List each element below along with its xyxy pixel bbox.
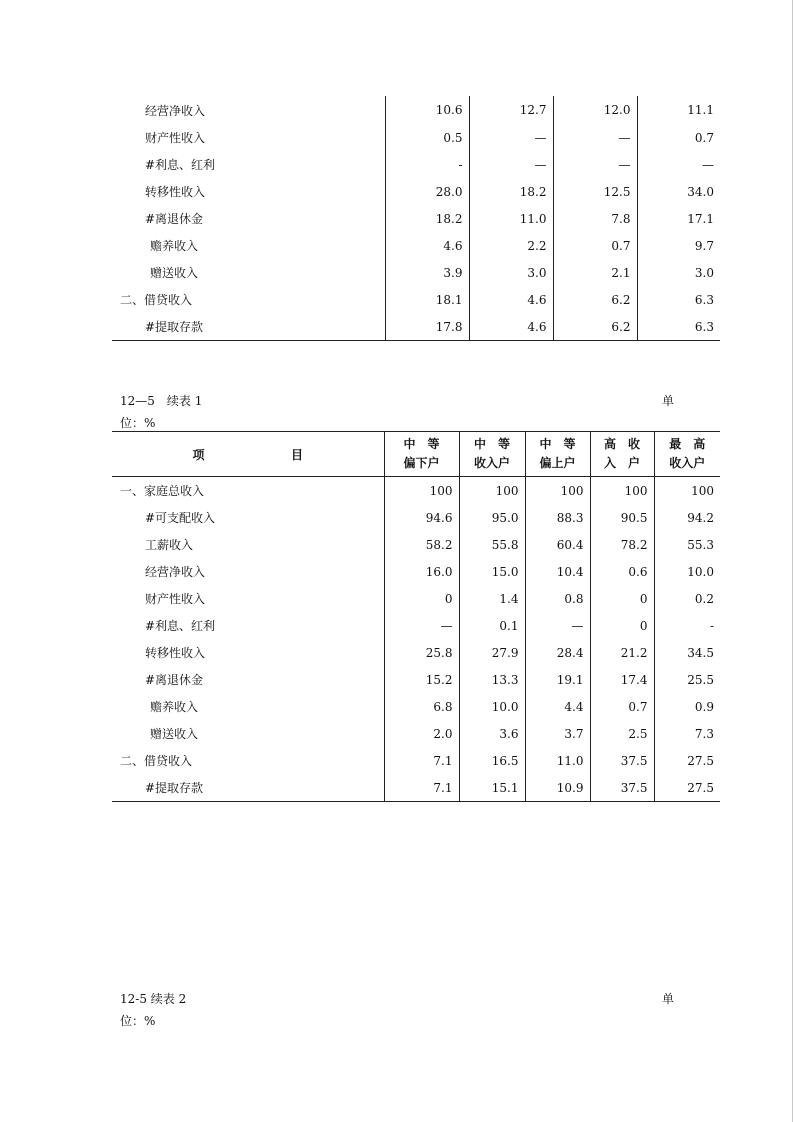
cell-value: 18.2 [469, 178, 553, 205]
cell-value: 15.2 [384, 666, 459, 693]
caption1-title: 12—5 续表 1 [120, 394, 203, 408]
cell-value: 12.7 [469, 96, 553, 124]
cell-value: 27.9 [459, 639, 525, 666]
row-label: 二、借贷收入 [120, 754, 193, 768]
cell-value: 0.7 [553, 232, 637, 259]
header-col-line1: 高 收 [603, 437, 640, 451]
table-row [112, 124, 720, 151]
cell-value: 17.4 [590, 666, 654, 693]
cell-value: 10.0 [654, 558, 720, 585]
cell-value: 3.0 [469, 259, 553, 286]
cell-value: — [553, 124, 637, 151]
row-label: 财产性收入 [145, 592, 206, 606]
cell-value: 34.5 [654, 639, 720, 666]
cell-value: 2.1 [553, 259, 637, 286]
cell-value: 6.2 [553, 313, 637, 341]
cell-value: 21.2 [590, 639, 654, 666]
cell-value: 19.1 [525, 666, 590, 693]
header-col-high [590, 432, 654, 477]
cell-value: 58.2 [384, 531, 459, 558]
cell-value: 60.4 [525, 531, 590, 558]
cell-value: — [553, 151, 637, 178]
main-table-body [112, 477, 720, 802]
cell-value: 10.9 [525, 774, 590, 802]
row-label: #可支配收入 [145, 511, 216, 525]
cell-value: 25.8 [384, 639, 459, 666]
cell-value: 100 [590, 477, 654, 505]
cell-value: — [469, 151, 553, 178]
header-col-middle [459, 432, 525, 477]
cell-value: 100 [459, 477, 525, 505]
header-col-lower-middle [384, 432, 459, 477]
cell-value: 3.0 [637, 259, 720, 286]
top-table [112, 96, 720, 341]
cell-value: 1.4 [459, 585, 525, 612]
cell-value: 11.1 [637, 96, 720, 124]
caption2-title: 12-5 续表 2 [120, 992, 187, 1006]
cell-value: 17.8 [385, 313, 469, 341]
row-label: 一、家庭总收入 [120, 484, 205, 498]
table-row [112, 232, 720, 259]
cell-value: 0.2 [654, 585, 720, 612]
table-row [112, 666, 720, 693]
header-col-line1: 中 等 [403, 437, 440, 451]
table-row [112, 747, 720, 774]
table-row [112, 286, 720, 313]
table-row [112, 259, 720, 286]
table-row [112, 504, 720, 531]
caption2-unit-start: 单 [662, 992, 675, 1006]
table-row [112, 693, 720, 720]
cell-value: 6.8 [384, 693, 459, 720]
table-row [112, 313, 720, 341]
header-col-line2: 入 户 [603, 456, 640, 470]
cell-value: 7.3 [654, 720, 720, 747]
row-label: 赠送收入 [150, 727, 199, 741]
cell-value: 15.0 [459, 558, 525, 585]
row-label: 赡养收入 [150, 239, 199, 253]
row-label: 工薪收入 [145, 538, 194, 552]
cell-value: 10.4 [525, 558, 590, 585]
header-col-line2: 偏下户 [403, 456, 440, 470]
cell-value: 3.6 [459, 720, 525, 747]
cell-value: 100 [384, 477, 459, 505]
header-col-upper-middle [525, 432, 590, 477]
table-row [112, 531, 720, 558]
cell-value: 18.1 [385, 286, 469, 313]
cell-value: 27.5 [654, 774, 720, 802]
row-label: #提取存款 [145, 781, 204, 795]
cell-value: 28.4 [525, 639, 590, 666]
cell-value: 55.8 [459, 531, 525, 558]
cell-value: 12.5 [553, 178, 637, 205]
header-item [112, 432, 384, 477]
cell-value: 18.2 [385, 205, 469, 232]
row-label: #离退休金 [145, 673, 204, 687]
cell-value: 6.3 [637, 286, 720, 313]
cell-value: 7.1 [384, 774, 459, 802]
table-row [112, 774, 720, 802]
table-row [112, 477, 720, 505]
cell-value: 7.1 [384, 747, 459, 774]
header-col-line1: 最 高 [669, 437, 706, 451]
table-row [112, 205, 720, 232]
cell-value: 0.1 [459, 612, 525, 639]
cell-value: 10.6 [385, 96, 469, 124]
cell-value: 15.1 [459, 774, 525, 802]
cell-value: 0.6 [590, 558, 654, 585]
cell-value: 0.7 [590, 693, 654, 720]
cell-value: 28.0 [385, 178, 469, 205]
row-label: 经营净收入 [145, 103, 206, 118]
row-label: 转移性收入 [145, 646, 206, 660]
cell-value: 27.5 [654, 747, 720, 774]
caption1-unit-rest: 位：% [120, 416, 156, 430]
main-table-header-row [112, 432, 720, 477]
header-item-b: 目 [290, 447, 303, 462]
cell-value: 34.0 [637, 178, 720, 205]
cell-value: 12.0 [553, 96, 637, 124]
row-label: 经营净收入 [145, 565, 206, 579]
caption2-unit-rest: 位：% [120, 1014, 156, 1028]
cell-value: 4.6 [469, 313, 553, 341]
cell-value: 16.5 [459, 747, 525, 774]
cell-value: 37.5 [590, 747, 654, 774]
header-col-line2: 收入户 [669, 456, 706, 470]
row-label: 赡养收入 [150, 700, 199, 714]
main-table [112, 431, 720, 802]
top-table-body [112, 96, 720, 341]
table-row [112, 612, 720, 639]
table-row [112, 585, 720, 612]
cell-value: 90.5 [590, 504, 654, 531]
cell-value: 94.6 [384, 504, 459, 531]
cell-value: 0.8 [525, 585, 590, 612]
cell-value: 0.5 [385, 124, 469, 151]
cell-value: — [469, 124, 553, 151]
cell-value: — [384, 612, 459, 639]
cell-value: 94.2 [654, 504, 720, 531]
row-label: 转移性收入 [145, 185, 206, 199]
table-row [112, 178, 720, 205]
cell-value: 37.5 [590, 774, 654, 802]
row-label: #离退休金 [145, 212, 204, 226]
cell-value: 2.5 [590, 720, 654, 747]
header-col-line1: 中 等 [473, 437, 510, 451]
row-label: #提取存款 [145, 320, 204, 334]
caption1-unit-start: 单 [662, 394, 675, 408]
table-row [112, 96, 720, 124]
header-item-a: 项 [192, 447, 205, 462]
cell-value: 4.4 [525, 693, 590, 720]
table-row [112, 720, 720, 747]
cell-value: - [385, 151, 469, 178]
header-col-line2: 偏上户 [539, 456, 576, 470]
cell-value: 55.3 [654, 531, 720, 558]
cell-value: 6.2 [553, 286, 637, 313]
header-col-line1: 中 等 [539, 437, 576, 451]
cell-value: 0 [384, 585, 459, 612]
cell-value: 9.7 [637, 232, 720, 259]
cell-value: 13.3 [459, 666, 525, 693]
row-label: 二、借贷收入 [120, 293, 193, 307]
cell-value: 4.6 [385, 232, 469, 259]
cell-value: 6.3 [637, 313, 720, 341]
table-row [112, 151, 720, 178]
cell-value: 11.0 [469, 205, 553, 232]
cell-value: 3.7 [525, 720, 590, 747]
cell-value: 0.7 [637, 124, 720, 151]
cell-value: 7.8 [553, 205, 637, 232]
cell-value: 2.0 [384, 720, 459, 747]
cell-value: — [637, 151, 720, 178]
row-label: #利息、红利 [145, 619, 216, 633]
table-row [112, 558, 720, 585]
row-label: 赠送收入 [150, 266, 199, 280]
row-label: #利息、红利 [145, 158, 216, 172]
cell-value: 0.9 [654, 693, 720, 720]
cell-value: 88.3 [525, 504, 590, 531]
table-row [112, 639, 720, 666]
cell-value: 4.6 [469, 286, 553, 313]
header-col-line2: 收入户 [473, 456, 510, 470]
cell-value: 95.0 [459, 504, 525, 531]
row-label: 财产性收入 [145, 131, 206, 145]
cell-value: 0 [590, 612, 654, 639]
cell-value: 100 [654, 477, 720, 505]
cell-value: 10.0 [459, 693, 525, 720]
cell-value: 16.0 [384, 558, 459, 585]
cell-value: - [654, 612, 720, 639]
cell-value: 25.5 [654, 666, 720, 693]
cell-value: 11.0 [525, 747, 590, 774]
cell-value: 100 [525, 477, 590, 505]
cell-value: 17.1 [637, 205, 720, 232]
cell-value: 78.2 [590, 531, 654, 558]
cell-value: 3.9 [385, 259, 469, 286]
cell-value: 0 [590, 585, 654, 612]
cell-value: 2.2 [469, 232, 553, 259]
cell-value: — [525, 612, 590, 639]
header-col-highest [654, 432, 720, 477]
